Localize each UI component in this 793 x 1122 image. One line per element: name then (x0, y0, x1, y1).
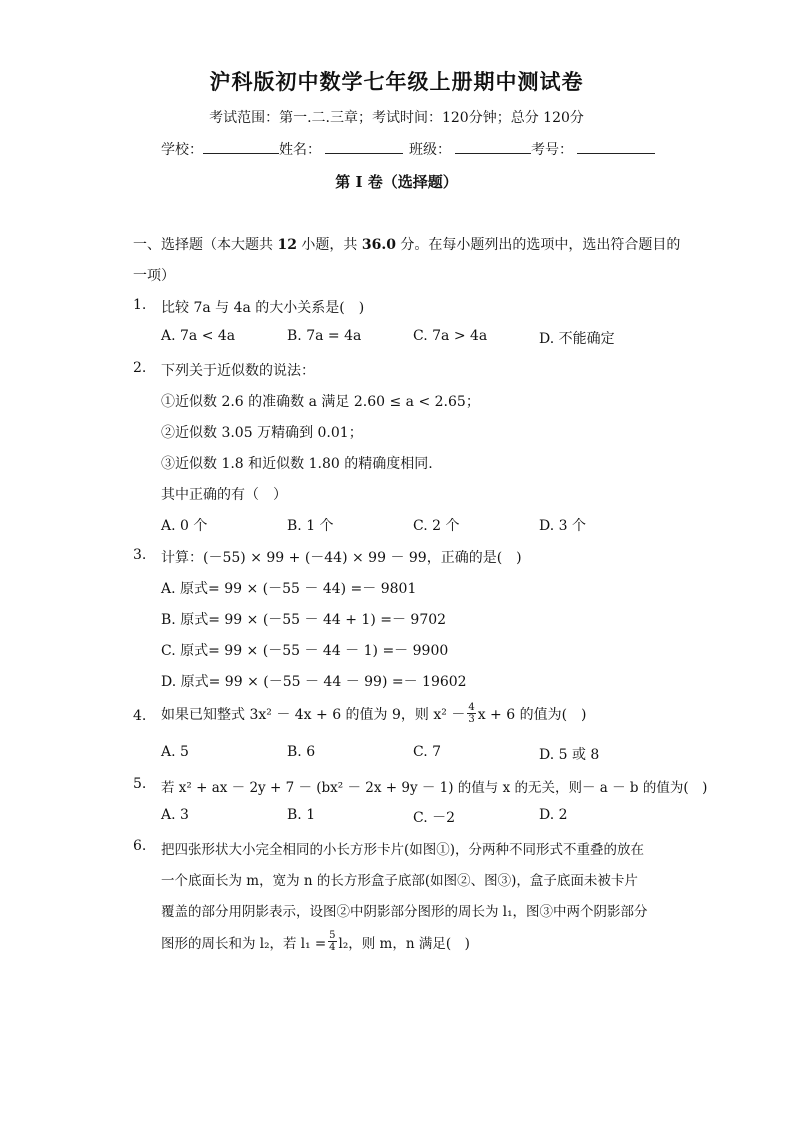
fraction (328, 930, 336, 953)
fraction-denominator: 4 (329, 942, 336, 953)
option-b[interactable]: B. 7a = 4a (287, 328, 362, 344)
question-number: 2. (133, 360, 147, 376)
question-number: 3. (133, 547, 147, 563)
stem-text: 如果已知整式 3x² － 4x + 6 的值为 9，则 x² － (161, 706, 466, 723)
number-label: 考号： (531, 142, 573, 158)
statement-item: ①近似数 2.6 的准确数 a 满足 2.60 ≤ a < 2.65； (161, 394, 480, 410)
fraction-numerator: 5 (329, 930, 336, 941)
statement-item: 其中正确的有（ ） (161, 487, 287, 503)
question-count: 12 (277, 237, 297, 253)
part-title: 第 I 卷（选择题） (335, 173, 458, 191)
question-stem: 下列关于近似数的说法： (161, 363, 315, 379)
option-d[interactable]: D. 2 (539, 807, 568, 823)
option-d[interactable]: D. 5 或 8 (539, 747, 600, 763)
option-a[interactable]: A. 7a < 4a (161, 328, 236, 344)
school-label: 学校： (161, 142, 203, 158)
question-line: 把四张形状大小完全相同的小长方形卡片(如图①)，分两种不同形式不重叠的放在 (161, 842, 645, 858)
section-text: 小题，共 (296, 237, 362, 253)
option-a[interactable]: A. 3 (161, 807, 189, 823)
school-blank[interactable] (203, 139, 279, 154)
fraction-numerator: 4 (468, 702, 475, 713)
option-b[interactable]: B. 1 (287, 807, 316, 823)
option-d[interactable]: D. 3 个 (539, 518, 586, 534)
option-d[interactable]: D. 原式= 99 × (－55 － 44 － 99) =－ 19602 (161, 674, 467, 690)
option-c[interactable]: C. 原式= 99 × (－55 － 44 － 1) =－ 9900 (161, 643, 449, 659)
question-line: 覆盖的部分用阴影表示，设图②中阴影部分图形的周长为 l₁，图③中两个阴影部分 (161, 904, 648, 920)
question-number: 6. (133, 838, 147, 854)
option-c[interactable]: C. 7a > 4a (413, 328, 488, 344)
option-c[interactable]: C. 2 个 (413, 518, 460, 534)
stem-text: l₂，则 m，n 满足( ) (338, 935, 470, 952)
option-c[interactable]: C. 7 (413, 744, 442, 760)
name-blank[interactable] (325, 139, 403, 154)
section-heading (133, 234, 680, 254)
number-blank[interactable] (577, 139, 655, 154)
class-blank[interactable] (455, 139, 531, 154)
option-b[interactable]: B. 1 个 (287, 518, 334, 534)
total-score: 36.0 (361, 237, 396, 253)
class-label: 班级： (409, 142, 451, 158)
fraction (467, 702, 475, 725)
question-line: 一个底面长为 m，宽为 n 的长方形盒子底部(如图②、图③)，盒子底面未被卡片 (161, 873, 638, 889)
question-stem: 比较 7a 与 4a 的大小关系是( ) (161, 300, 365, 316)
option-c[interactable]: C. －2 (413, 810, 456, 826)
statement-item: ②近似数 3.05 万精确到 0.01； (161, 425, 363, 441)
option-a[interactable]: A. 0 个 (161, 518, 208, 534)
section-text: 一、选择题（本大题共 (133, 237, 278, 253)
stem-text: x + 6 的值为( ) (477, 706, 587, 723)
question-number: 1. (133, 297, 147, 313)
section-heading-cont: 一项） (133, 268, 175, 284)
question-stem: 若 x² + ax － 2y + 7 － (bx² － 2x + 9y － 1) 的值与 x 的无关，则－ a － b 的值为( ) (161, 780, 708, 796)
option-a[interactable]: A. 原式= 99 × (－55 － 44) =－ 9801 (161, 581, 417, 597)
statement-item: ③近似数 1.8 和近似数 1.80 的精确度相同. (161, 456, 433, 472)
option-a[interactable]: A. 5 (161, 744, 189, 760)
option-b[interactable]: B. 6 (287, 744, 316, 760)
question-number: 5. (133, 776, 147, 792)
student-info-row (161, 139, 655, 159)
question-number: 4. (133, 708, 147, 724)
exam-info-line: 考试范围：第一.二.三章；考试时间：120分钟；总分 120分 (209, 110, 584, 126)
question-stem: 计算：(－55) × 99 + (－44) × 99 － 99，正确的是( ) (161, 550, 522, 566)
option-d[interactable]: D. 不能确定 (539, 331, 615, 347)
question-line (161, 930, 470, 953)
section-text: 分。在每小题列出的选项中，选出符合题目的 (395, 237, 681, 253)
question-stem (161, 702, 587, 725)
option-b[interactable]: B. 原式= 99 × (－55 － 44 + 1) =－ 9702 (161, 612, 447, 628)
name-label: 姓名： (279, 142, 321, 158)
stem-text: 图形的周长和为 l₂，若 l₁ = (161, 935, 327, 952)
fraction-denominator: 3 (468, 714, 475, 725)
paper-title: 沪科版初中数学七年级上册期中测试卷 (209, 69, 584, 94)
